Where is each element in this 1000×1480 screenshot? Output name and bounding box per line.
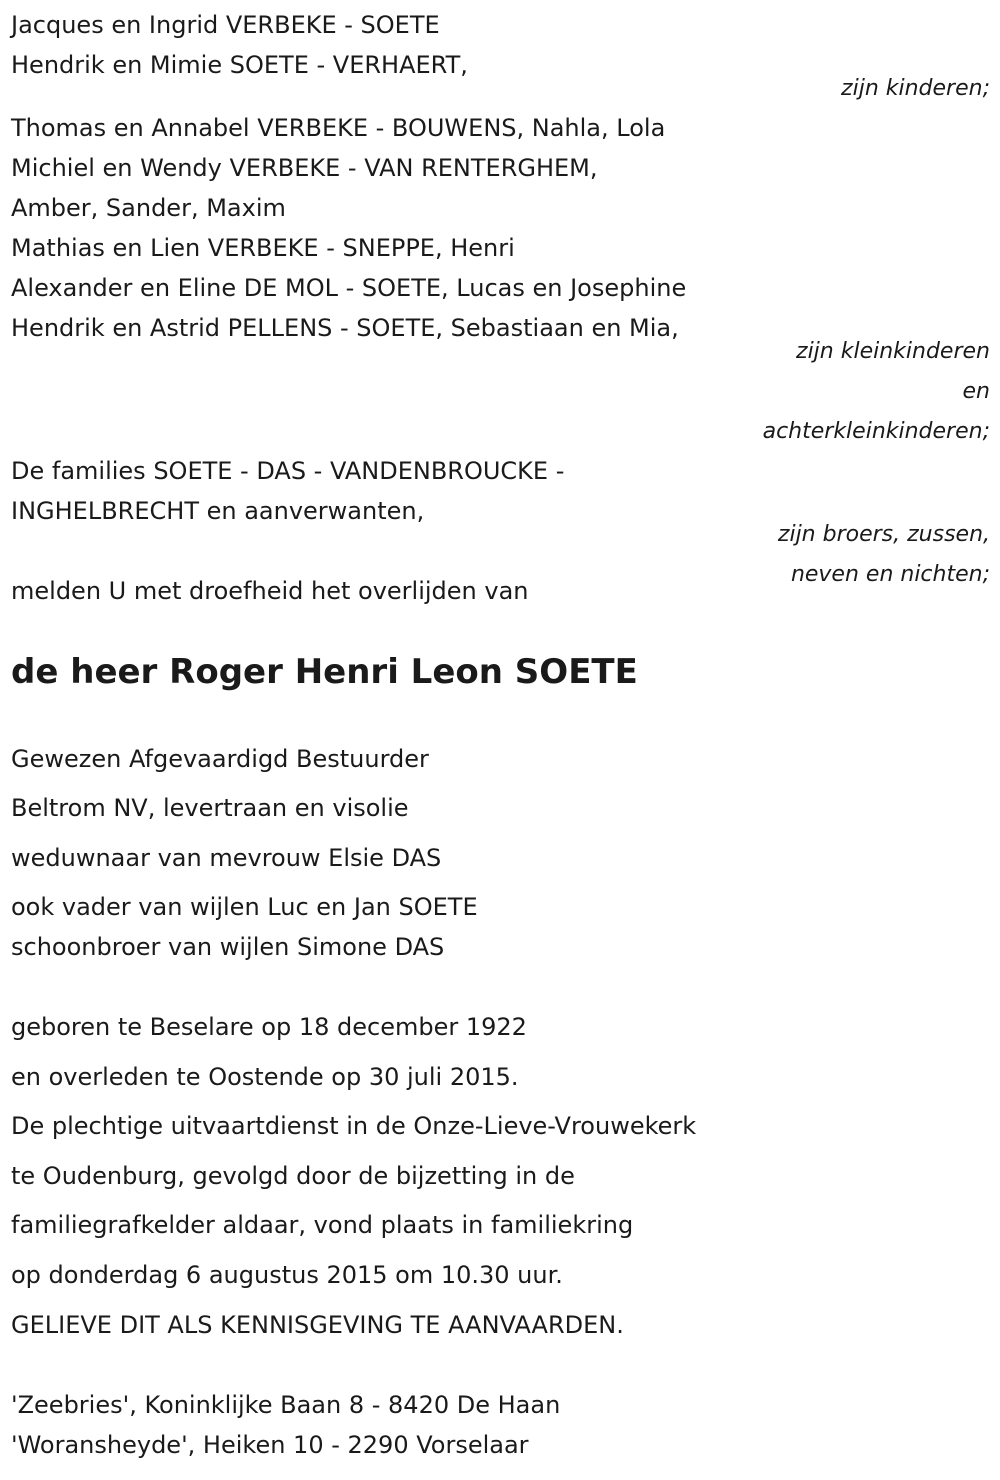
detail-line-4: ook vader van wijlen Luc en Jan SOETE xyxy=(11,893,478,921)
families-label-2: neven en nichten; xyxy=(790,562,990,587)
families-line-1: De families SOETE - DAS - VANDENBROUCKE - xyxy=(11,457,565,485)
ceremony-line-6: op donderdag 6 augustus 2015 om 10.30 uur. xyxy=(11,1261,563,1289)
grandchildren-label-1: zijn kleinkinderen xyxy=(796,339,990,364)
ceremony-line-4: te Oudenburg, gevolgd door de bijzetting in de xyxy=(11,1162,575,1190)
grandchildren-line-1: Thomas en Annabel VERBEKE - BOUWENS, Nahla, Lola xyxy=(11,114,666,142)
children-line-1: Jacques en Ingrid VERBEKE - SOETE xyxy=(11,11,440,39)
ceremony-line-1: geboren te Beselare op 18 december 1922 xyxy=(11,1013,527,1041)
families-line-2: INGHELBRECHT en aanverwanten, xyxy=(11,497,425,525)
address-line-2: 'Woransheyde', Heiken 10 - 2290 Vorselaar xyxy=(11,1431,529,1459)
grandchildren-line-5: Alexander en Eline DE MOL - SOETE, Lucas en Josephine xyxy=(11,274,687,302)
detail-line-2: Beltrom NV, levertraan en visolie xyxy=(11,794,409,822)
detail-line-3: weduwnaar van mevrouw Elsie DAS xyxy=(11,844,442,872)
grandchildren-line-6: Hendrik en Astrid PELLENS - SOETE, Sebastiaan en Mia, xyxy=(11,314,679,342)
grandchildren-line-4: Mathias en Lien VERBEKE - SNEPPE, Henri xyxy=(11,234,515,262)
detail-line-1: Gewezen Afgevaardigd Bestuurder xyxy=(11,745,429,773)
grandchildren-label-2: en xyxy=(962,379,990,404)
ceremony-line-2: en overleden te Oostende op 30 juli 2015. xyxy=(11,1063,519,1091)
deceased-name: de heer Roger Henri Leon SOETE xyxy=(11,652,638,692)
ceremony-line-5: familiegrafkelder aldaar, vond plaats in familiekring xyxy=(11,1211,634,1239)
address-line-1: 'Zeebries', Koninklijke Baan 8 - 8420 De Haan xyxy=(11,1391,561,1419)
ceremony-line-7: GELIEVE DIT ALS KENNISGEVING TE AANVAARDEN. xyxy=(11,1311,624,1339)
families-label-1: zijn broers, zussen, xyxy=(777,522,990,547)
detail-line-5: schoonbroer van wijlen Simone DAS xyxy=(11,933,445,961)
grandchildren-line-3: Amber, Sander, Maxim xyxy=(11,194,286,222)
announcement: melden U met droefheid het overlijden van xyxy=(11,577,529,605)
children-line-2: Hendrik en Mimie SOETE - VERHAERT, xyxy=(11,51,468,79)
grandchildren-label-3: achterkleinkinderen; xyxy=(762,419,990,444)
grandchildren-line-2: Michiel en Wendy VERBEKE - VAN RENTERGHEM, xyxy=(11,154,598,182)
children-label: zijn kinderen; xyxy=(841,76,990,101)
ceremony-line-3: De plechtige uitvaartdienst in de Onze-Lieve-Vrouwekerk xyxy=(11,1112,697,1140)
